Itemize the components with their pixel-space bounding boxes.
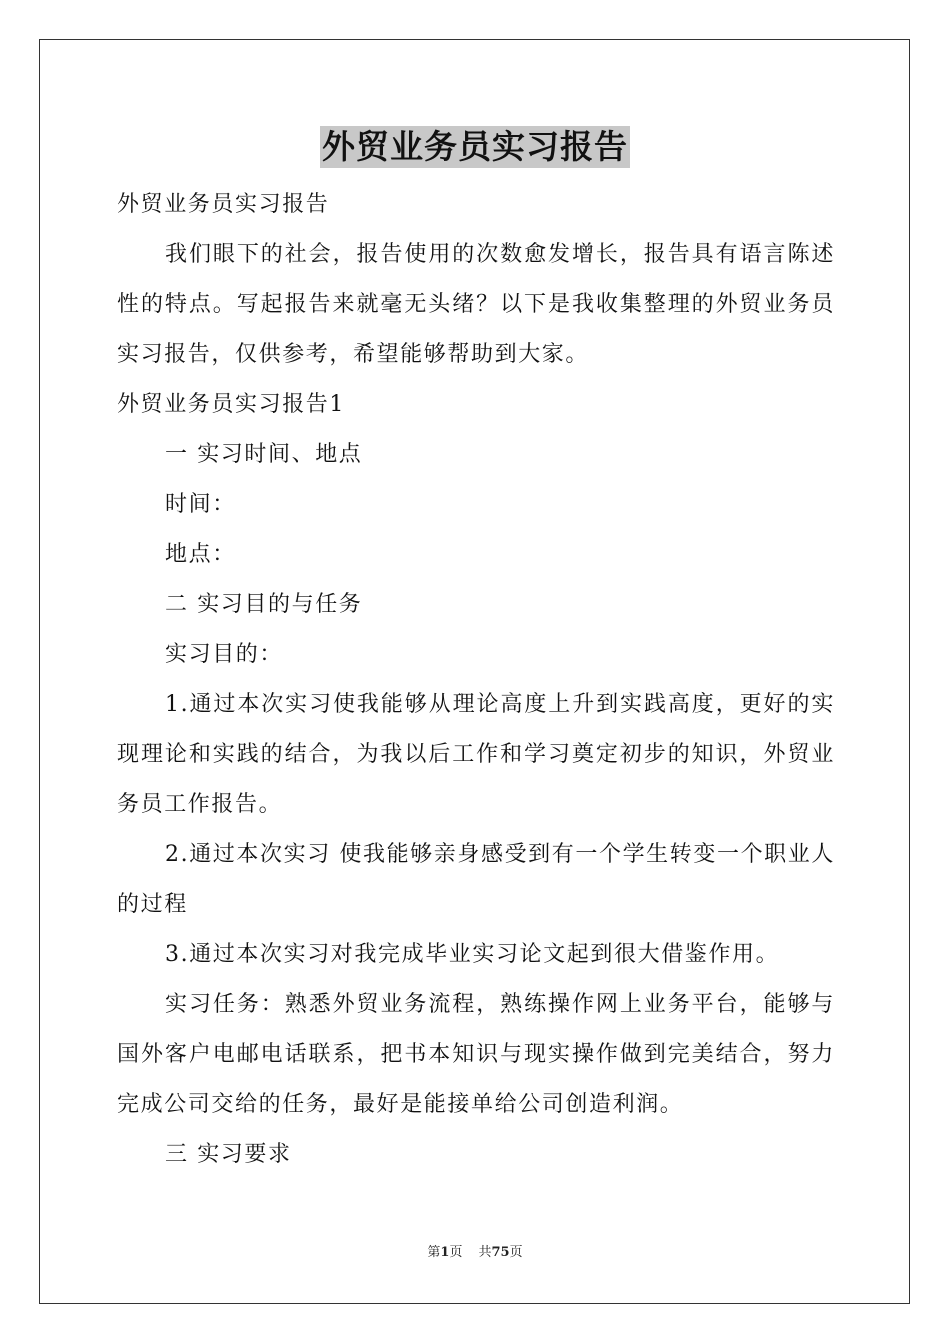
paragraph: 实习目的： xyxy=(165,642,284,667)
paragraph: 我们眼下的社会，报告使用的次数愈发增长，报告具有语言陈述性的特点。写起报告来就毫无头绪？以下是我收集整理的外贸业务员实习报告，仅供参考，希望能够帮助到大家。 xyxy=(117,242,835,367)
document-title: 外贸业务员实习报告 xyxy=(322,127,628,166)
page-suffix: 页 xyxy=(449,1245,463,1260)
paragraph: 三 实习要求 xyxy=(165,1142,292,1167)
paragraph: 二 实习目的与任务 xyxy=(165,592,363,617)
paragraph: 外贸业务员实习报告1 xyxy=(117,392,345,417)
paragraph: 1.通过本次实习使我能够从理论高度上升到实践高度，更好的实现理论和实践的结合，为我以后工作和学习奠定初步的知识，外贸业务员工作报告。 xyxy=(117,692,835,817)
paragraph: 2.通过本次实习 使我能够亲身感受到有一个学生转变一个职业人的过程 xyxy=(117,842,835,917)
total-pages: 75 xyxy=(491,1245,510,1260)
paragraph: 外贸业务员实习报告 xyxy=(117,192,330,217)
paragraph: 实习任务：熟悉外贸业务流程，熟练操作网上业务平台，能够与国外客户电邮电话联系，把书本知识与现实操作做到完美结合，努力完成公司交给的任务，最好是能接单给公司创造利润。 xyxy=(117,992,835,1117)
document-body xyxy=(117,180,835,1180)
paragraph: 3.通过本次实习对我完成毕业实习论文起到很大借鉴作用。 xyxy=(165,942,780,967)
paragraph: 地点： xyxy=(165,542,236,567)
page-prefix: 第 xyxy=(427,1245,441,1260)
total-suffix: 页 xyxy=(509,1245,523,1260)
paragraph: 时间： xyxy=(165,492,236,517)
paragraph: 一 实习时间、地点 xyxy=(165,442,363,467)
page-footer xyxy=(0,1244,950,1262)
total-prefix: 共 xyxy=(478,1245,492,1260)
page-number: 1 xyxy=(440,1245,450,1260)
title-container xyxy=(0,126,950,168)
